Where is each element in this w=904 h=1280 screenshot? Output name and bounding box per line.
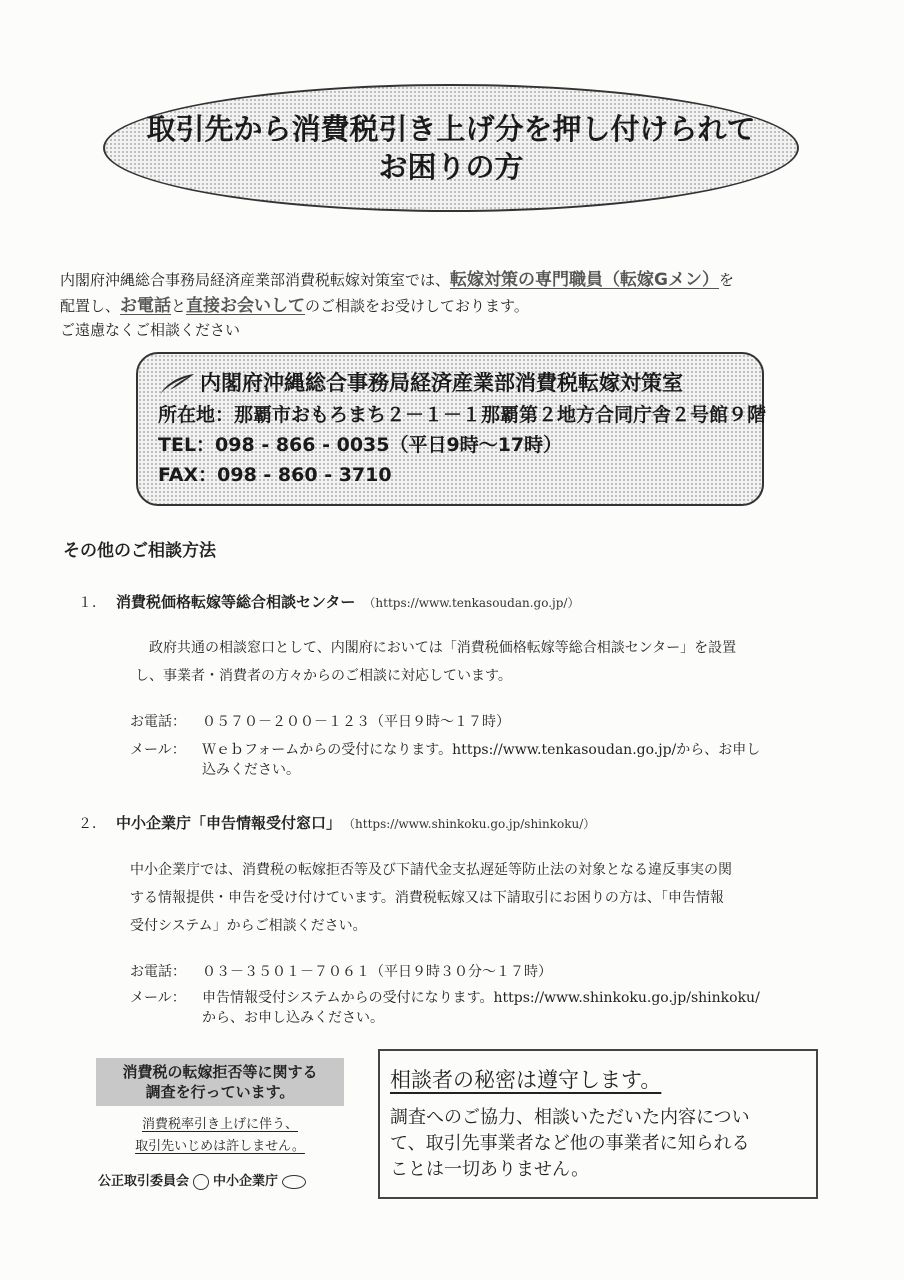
mail-value-line-2: から、お申し込みください。 [202,1010,384,1026]
meet-highlight: 直接お会いして [186,296,306,316]
section-2-para-3: 受付システム」からご相談ください。 [130,918,367,934]
intro-paragraph-2 [60,294,850,318]
mail-label: メール： [130,990,186,1006]
section-1-heading [78,591,579,612]
section-1-number: １． [78,595,106,611]
section-2-heading [78,812,595,833]
privacy-box [378,1049,818,1199]
sme-agency-logo-icon [282,1175,306,1189]
mail-label: メール： [130,742,186,758]
other-methods-heading: その他のご相談方法 [63,541,216,561]
office-fax: FAX：098 - 860 - 3710 [158,464,392,486]
section-1-mail [130,740,760,780]
jftc-logo-icon [193,1174,209,1190]
intro-text: を [718,271,734,289]
phone-highlight: お電話 [120,296,172,316]
phone-label: お電話： [130,714,186,730]
section-1-title: 消費税価格転嫁等総合相談センター [116,593,356,611]
privacy-body-line-2: て、取引先事業者など他の事業者に知られる [390,1133,750,1154]
section-2-para-1: 中小企業庁では、消費税の転嫁拒否等及び下請代金支払遅延等防止法の対象となる違反事実の関 [130,862,732,878]
section-1-para-1: 政府共通の相談窓口として、内閣府においては「消費税価格転嫁等総合相談センター」を設置 [135,640,737,656]
privacy-body [390,1105,806,1183]
intro-paragraph-3: ご遠慮なくご相談ください [60,321,241,339]
title-line-2: お困りの方 [378,150,524,184]
leaf-logo-icon [158,372,196,396]
office-name: 内閣府沖縄総合事務局経済産業部消費税転嫁対策室 [200,371,683,395]
title-banner [103,84,799,212]
notice-line-1: 消費税の転嫁拒否等に関する [122,1063,318,1081]
intro-paragraph-1 [60,268,850,292]
privacy-body-line-1: 調査へのご協力、相談いただいた内容につい [390,1107,750,1128]
intro-text: のご相談をお受けしております。 [305,297,529,315]
section-1-para-2: し、事業者・消費者の方々からのご相談に対応しています。 [135,668,512,684]
privacy-title: 相談者の秘密は遵守します。 [390,1068,662,1092]
phone-value: ０５７０－２００－１２３（平日９時～１７時） [202,714,510,730]
section-2-number: ２． [78,816,106,832]
phone-label: お電話： [130,964,186,980]
section-2-para-2: する情報提供・申告を受け付けています。消費税転嫁又は下請取引にお困りの方は、「申告情報 [130,890,724,906]
notice-footer [98,1170,306,1190]
notice-sub-2: 取引先いじめは許しません。 [135,1139,305,1154]
mail-value [202,740,760,780]
notice-sub-1: 消費税率引き上げに伴う、 [141,1117,298,1132]
section-2-title: 中小企業庁「申告情報受付窓口」 [116,814,342,832]
section-2-phone [130,962,552,982]
notice-headline [96,1058,344,1106]
privacy-body-line-3: ことは一切ありません。 [390,1159,590,1180]
section-2-url[interactable]: （https://www.shinkoku.go.jp/shinkoku/） [349,817,596,831]
mail-value-line-1: Ｗｅｂフォームからの受付になります。https://www.tenkasoudan.go.jp/から、お申し [202,742,761,758]
section-1-phone [130,712,510,732]
title-line-1: 取引先から消費税引き上げ分を押し付けられて [146,112,756,146]
sme-agency-name: 中小企業庁 [213,1174,279,1189]
notice-line-2: 調査を行っています。 [145,1083,295,1101]
jftc-name: 公正取引委員会 [98,1174,190,1189]
investigation-notice [88,1052,352,1200]
phone-value: ０３－３５０１－７０６１（平日９時３０分～１７時） [202,964,552,980]
section-1-url[interactable]: （https://www.tenkasoudan.go.jp/） [363,596,580,610]
intro-text: 内閣府沖縄総合事務局経済産業部消費税転嫁対策室では、 [60,271,451,289]
intro-text: 配置し、 [60,297,121,315]
office-address: 所在地：那覇市おもろまち２－１－１那覇第２地方合同庁舎２号館９階 [158,404,767,426]
section-2-mail [130,988,760,1028]
mail-value [202,988,760,1028]
office-info-box [136,352,767,506]
office-tel: TEL：098 - 866 - 0035（平日9時～17時） [158,434,563,456]
gmen-highlight: 転嫁対策の専門職員（転嫁Gメン） [450,270,719,290]
office-name-row [158,366,762,400]
intro-text: と [171,297,187,315]
mail-value-line-1: 申告情報受付システムからの受付になります。https://www.shinkoku.go.jp/shinkoku/ [202,990,760,1006]
mail-value-line-2: 込みください。 [202,762,300,778]
